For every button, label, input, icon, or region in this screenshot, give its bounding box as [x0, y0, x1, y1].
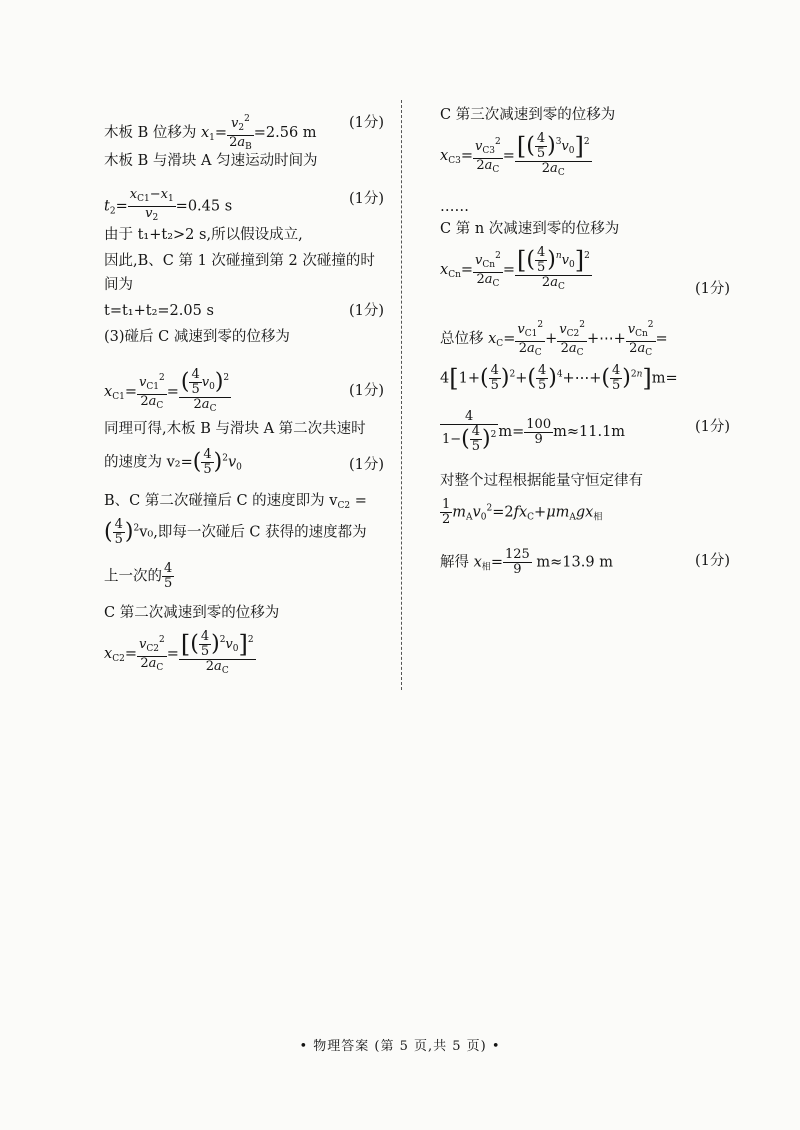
text-l12: B、C 第二次碰撞后 C 的速度即为 $v_{C2}$ = [104, 493, 367, 511]
eq-energy: $\frac{1}{2}$ $m_Av_0^2=2fx_C+\mu m_Agx_相$ [442, 497, 603, 527]
eq-v2: 的速度为 v₂=( $\frac{4}{5}$ )$^2v_0$ [104, 447, 242, 477]
eq-t2: $t_2=$ $\frac{x_{C1}-x_1}{v_2}$ =0.45 s [104, 187, 233, 223]
eq-xc1: $x_{C1}=$ $\frac{v_{C1}^2}{2a_C}$ = ( $\frac{4}{5}$ $v_0)^2$ $2a_C$ [104, 367, 230, 414]
text-r9: 对整个过程根据能量守恒定律有 [440, 473, 643, 489]
eq-xcn: $x_{Cn}=$ $\frac{v_{Cn}^2}{2a_C}$ = [( $\frac{4}{5}$ )$^nv_0]^2$ $2a_C$ [440, 245, 590, 292]
text-l13: ( $\frac{4}{5}$ )$^2$v₀,即每一次碰后 C 获得的速度都为 [104, 517, 367, 547]
text-l15: C 第二次减速到零的位移为 [104, 605, 280, 621]
score-6: (1分) [694, 281, 730, 297]
page-footer: • 物理答案 (第 5 页,共 5 页) • [299, 1039, 501, 1054]
text-l8: (3)碰后 C 减速到零的位移为 [104, 329, 290, 345]
text-r3: …… [440, 199, 469, 215]
eq-series: 4[1+( $\frac{4}{5}$ )$^2$+( $\frac{4}{5}$ )$^4$+⋯+( $\frac{4}{5}$ )$^{2n}$]m= [440, 363, 678, 393]
eq-t: t=t₁+t₂=2.05 s [104, 303, 214, 319]
text-l5: 因此,B、C 第 1 次碰撞到第 2 次碰撞的时 [104, 253, 375, 269]
eq-sum: 4 1−( $\frac{4}{5}$ )$^2$ m= $\frac{100}{9}$ m≈11.1m [442, 409, 626, 454]
score-8: (1分) [694, 553, 730, 569]
eq-x1: 木板 B 位移为 $x_1=$ $\frac{v_2^2}{2a_B}$ =2.56 m [104, 114, 317, 152]
text-l4: 由于 t₁+t₂>2 s,所以假设成立, [104, 227, 303, 243]
score-2: (1分) [348, 191, 384, 207]
column-divider [401, 100, 402, 690]
eq-xc3: $x_{C3}=$ $\frac{v_{C3}^2}{2a_C}$ = [( $\frac{4}{5}$ )$^3v_0]^2$ $2a_C$ [440, 131, 590, 178]
text-l10: 同理可得,木板 B 与滑块 A 第二次共速时 [104, 421, 366, 437]
text-l2: 木板 B 与滑块 A 匀速运动时间为 [104, 153, 318, 169]
score-3: (1分) [348, 303, 384, 319]
score-1: (1分) [348, 115, 384, 131]
score-4: (1分) [348, 383, 384, 399]
score-7: (1分) [694, 419, 730, 435]
text-l14: 上一次的 $\frac{4}{5}$ [104, 561, 173, 591]
score-5: (1分) [348, 457, 384, 473]
text-r4: C 第 n 次减速到零的位移为 [440, 221, 620, 237]
eq-xrel: 解得 $x_相=$ $\frac{125}{9}$ m≈13.9 m [440, 547, 613, 577]
eq-xc2: $x_{C2}=$ $\frac{v_{C2}^2}{2a_C}$ = [( $\frac{4}{5}$ )$^2v_0]^2$ $2a_C$ [104, 629, 254, 676]
eq-xc-total: 总位移 $x_C=$ $\frac{v_{C1}^2}{2a_C}$ + $\frac{v_{C2}^2}{2a_C}$ +⋯+ $\frac{v_{Cn}^2}{2a_C}$ = [440, 320, 668, 358]
text-r1: C 第三次减速到零的位移为 [440, 107, 616, 123]
text-l6: 间为 [104, 277, 133, 293]
